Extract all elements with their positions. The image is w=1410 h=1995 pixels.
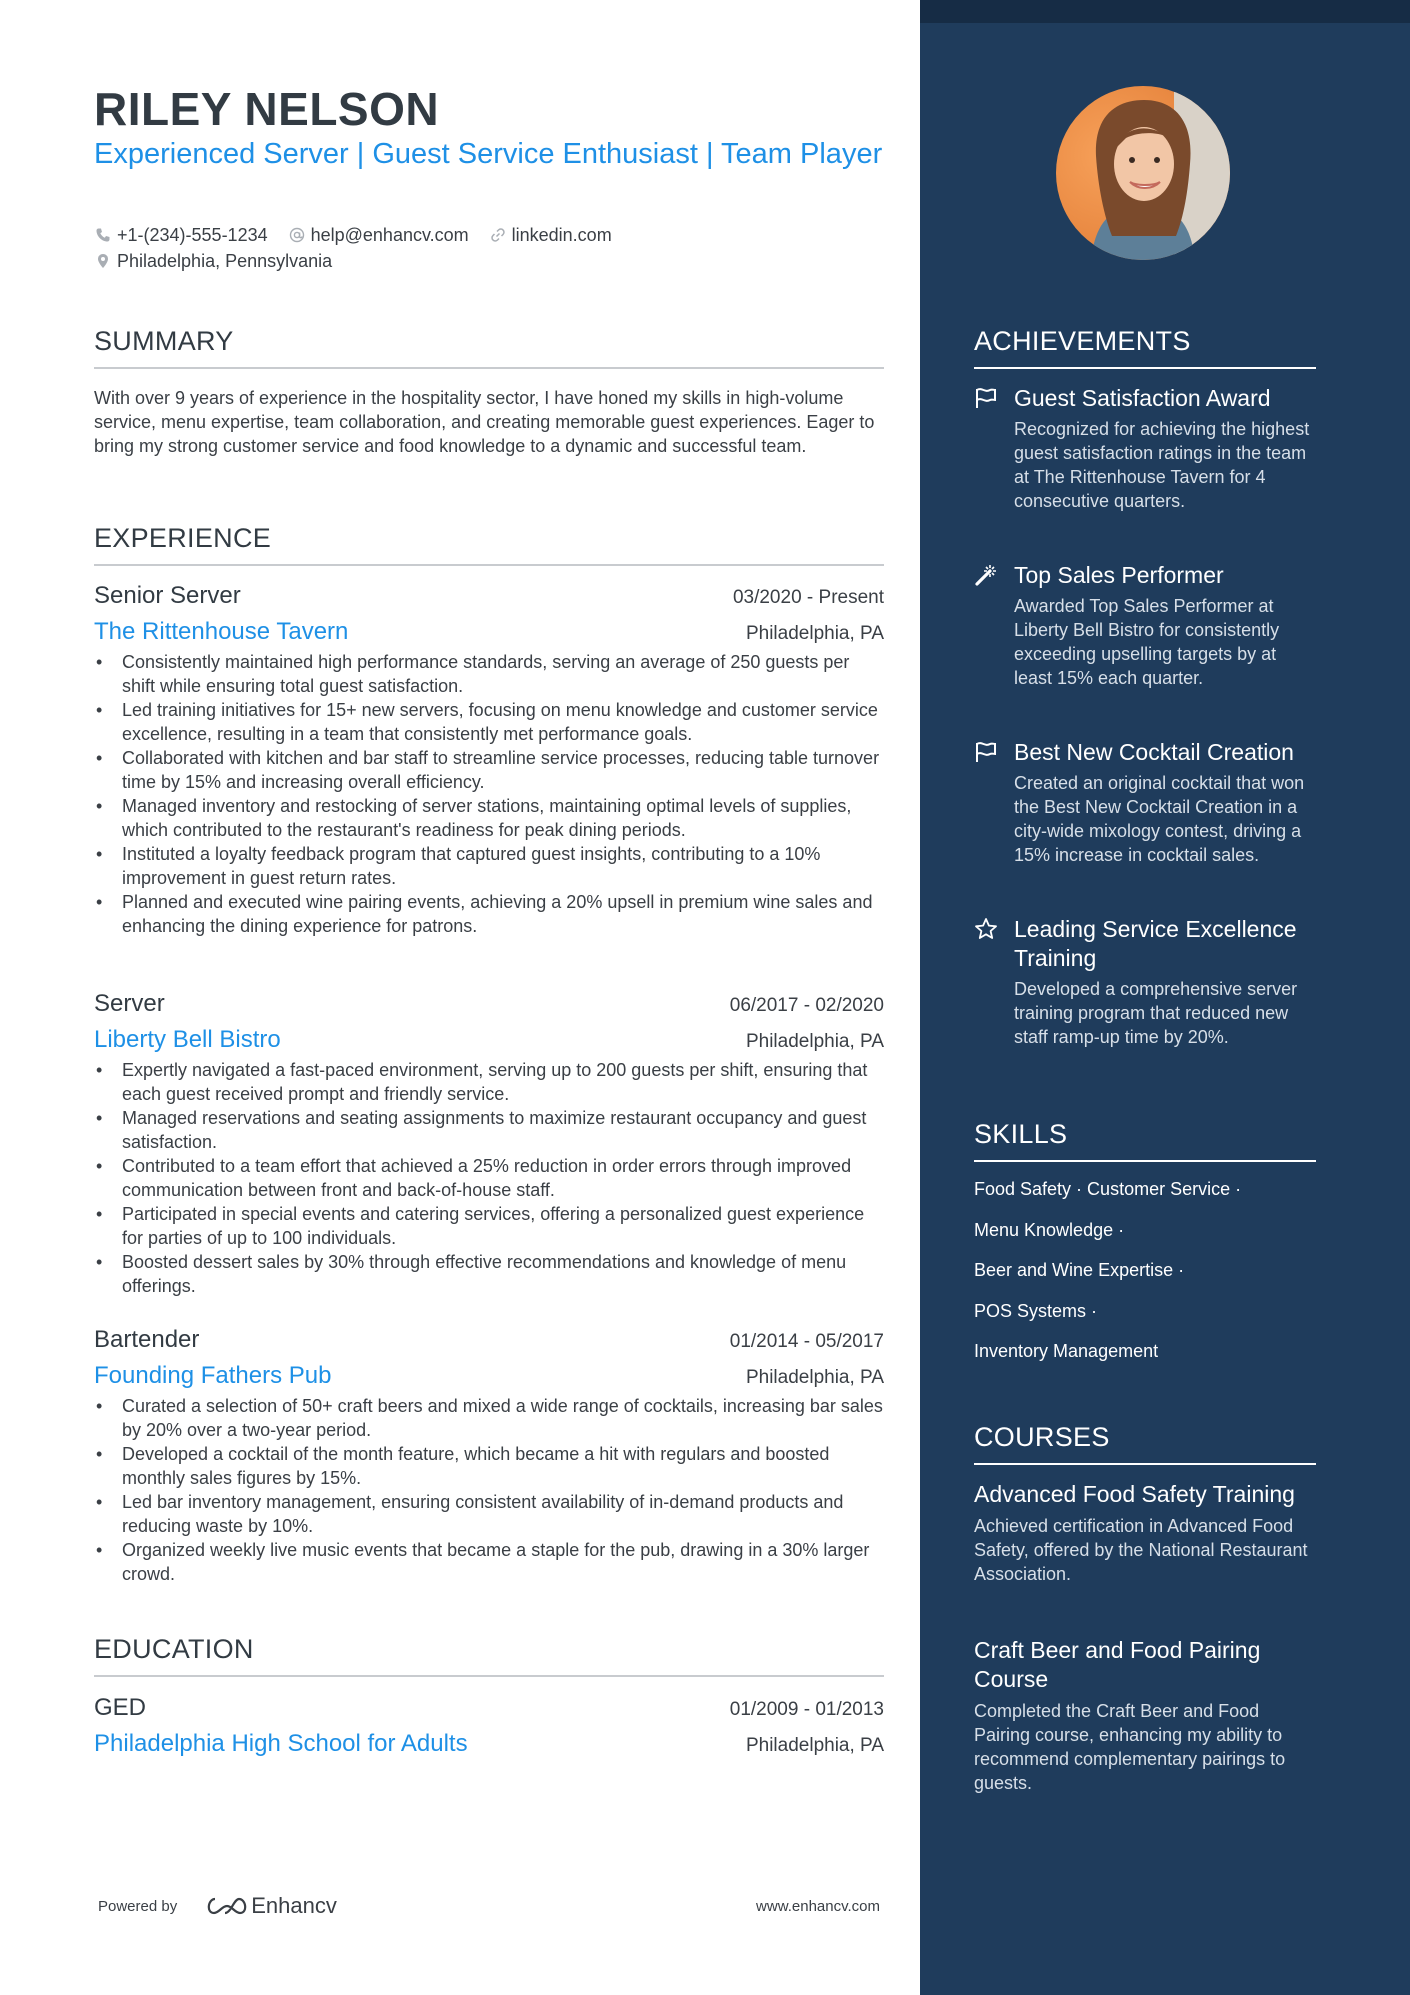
achievement-item <box>974 738 1316 867</box>
bullet-item: • Contributed to a team effort that achieved a 25% reduction in order errors through improved communication between front and back-of-house staff. <box>94 1154 884 1202</box>
job-entry <box>94 1326 884 1586</box>
bullet-item: • Consistently maintained high performance standards, serving an average of 250 guests per shift while ensuring total guest satisfaction. <box>94 650 884 698</box>
job-dates: 06/2017 - 02/2020 <box>729 995 884 1016</box>
linkedin-item[interactable] <box>489 225 612 246</box>
achievement-desc: Developed a comprehensive server training program that reduced new staff ramp-up time by 20%. <box>1014 979 1298 1047</box>
courses-heading: COURSES <box>974 1422 1316 1465</box>
education-entry <box>94 1694 884 1758</box>
bullet-item: • Collaborated with kitchen and bar staff to streamline service processes, reducing table turnover time by 15% and increasing overall efficiency. <box>94 746 884 794</box>
skill-line: Inventory Management <box>974 1341 1159 1361</box>
education-school: Philadelphia High School for Adults <box>94 1730 468 1757</box>
achievement-title: Top Sales Performer <box>1014 562 1224 588</box>
achievement-desc: Awarded Top Sales Performer at Liberty Bell Bistro for consistently exceeding upselling targets by at least 15% each quarter. <box>1014 596 1280 688</box>
enhancv-logo-icon <box>203 1894 251 1918</box>
job-location: Philadelphia, PA <box>745 623 884 644</box>
bullet-item: • Developed a cocktail of the month feature, which became a hit with regulars and boosted monthly sales figures by 15%. <box>94 1442 884 1490</box>
job-bullets <box>94 650 884 938</box>
achievement-title: Leading Service Excellence Training <box>1014 916 1297 971</box>
course-item <box>974 1636 1316 1795</box>
job-entry <box>94 582 884 938</box>
job-dates: 03/2020 - Present <box>732 587 884 608</box>
achievement-item <box>974 384 1316 513</box>
footer <box>98 1893 880 1919</box>
star-icon <box>974 917 1000 943</box>
bullet-item: • Planned and executed wine pairing events, achieving a 20% upsell in premium wine sales and enhancing the dining experience for patrons. <box>94 890 884 938</box>
job-role: Bartender <box>94 1326 200 1353</box>
job-role: Senior Server <box>94 582 241 609</box>
bullet-item: • Organized weekly live music events that became a staple for the pub, drawing in a 30% larger crowd. <box>94 1538 884 1586</box>
linkedin-text: linkedin.com <box>511 224 612 245</box>
candidate-name: RILEY NELSON <box>94 83 440 135</box>
contact-info <box>94 222 632 274</box>
job-company: Liberty Bell Bistro <box>94 1026 281 1053</box>
sidebar <box>920 0 1410 1995</box>
enhancv-logo[interactable] <box>203 1893 337 1919</box>
bullet-item: • Curated a selection of 50+ craft beers and mixed a wide range of cocktails, increasing bar sales by 20% over a two-year period. <box>94 1394 884 1442</box>
achievement-desc: Created an original cocktail that won the Best New Cocktail Creation in a city-wide mixology contest, driving a 15% increase in cocktail sales. <box>1014 773 1305 865</box>
email-item[interactable] <box>288 225 469 246</box>
skill-line: Menu Knowledge · <box>974 1220 1125 1240</box>
magic-wand-icon <box>974 563 1000 589</box>
summary-heading: SUMMARY <box>94 326 884 369</box>
course-item <box>974 1480 1316 1586</box>
enhancv-brand-text: Enhancv <box>251 1893 337 1918</box>
at-icon <box>288 226 306 244</box>
courses-section <box>974 1422 1316 1465</box>
bullet-item: • Expertly navigated a fast-paced environment, serving up to 200 guests per shift, ensuring that each guest received prompt and friendly service. <box>94 1058 884 1106</box>
job-company: Founding Fathers Pub <box>94 1362 332 1389</box>
skill-line: Beer and Wine Expertise · <box>974 1260 1185 1280</box>
phone-item[interactable] <box>94 225 268 246</box>
candidate-title: Experienced Server | Guest Service Enthusiast | Team Player <box>94 138 883 170</box>
job-location: Philadelphia, PA <box>745 1031 884 1052</box>
phone-text: +1-(234)-555-1234 <box>117 224 268 245</box>
achievements-heading: ACHIEVEMENTS <box>974 326 1316 369</box>
job-bullets <box>94 1394 884 1586</box>
flag-icon <box>974 386 1000 412</box>
location-item <box>94 251 332 272</box>
achievement-desc: Recognized for achieving the highest guest satisfaction ratings in the team at The Rittenhouse Tavern for 4 consecutive quarters. <box>1014 419 1310 511</box>
sidebar-top-band <box>920 0 1410 23</box>
job-entry <box>94 990 884 1298</box>
bullet-item: • Boosted dessert sales by 30% through effective recommendations and knowledge of menu offerings. <box>94 1250 884 1298</box>
skills-heading: SKILLS <box>974 1119 1316 1162</box>
bullet-item: • Led training initiatives for 15+ new servers, focusing on menu knowledge and customer service excellence, resulting in a team that consistently met performance goals. <box>94 698 884 746</box>
location-text: Philadelphia, Pennsylvania <box>117 250 333 271</box>
course-title: Craft Beer and Food Pairing Course <box>974 1637 1261 1692</box>
powered-by <box>98 1893 337 1919</box>
job-location: Philadelphia, PA <box>745 1367 884 1388</box>
skills-section <box>974 1119 1316 1162</box>
job-role: Server <box>94 990 165 1017</box>
education-dates: 01/2009 - 01/2013 <box>729 1699 884 1720</box>
link-icon <box>489 226 507 244</box>
achievement-title: Guest Satisfaction Award <box>1014 385 1271 411</box>
bullet-item: • Managed reservations and seating assignments to maximize restaurant occupancy and guest satisfaction. <box>94 1106 884 1154</box>
website-link[interactable]: www.enhancv.com <box>756 1897 880 1915</box>
profile-photo <box>1056 86 1230 260</box>
experience-heading: EXPERIENCE <box>94 523 884 566</box>
course-desc: Completed the Craft Beer and Food Pairing course, enhancing my ability to recommend complementary pairings to guests. <box>974 1701 1286 1793</box>
job-dates: 01/2014 - 05/2017 <box>729 1331 884 1352</box>
education-degree: GED <box>94 1694 147 1721</box>
job-company: The Rittenhouse Tavern <box>94 618 349 645</box>
achievement-item <box>974 915 1316 1049</box>
location-pin-icon <box>94 252 112 270</box>
powered-by-label: Powered by <box>98 1897 178 1915</box>
job-bullets <box>94 1058 884 1298</box>
email-text: help@enhancv.com <box>310 224 469 245</box>
education-location: Philadelphia, PA <box>745 1735 884 1756</box>
course-title: Advanced Food Safety Training <box>974 1481 1295 1507</box>
course-desc: Achieved certification in Advanced Food Safety, offered by the National Restaurant Association. <box>974 1516 1308 1584</box>
bullet-item: • Instituted a loyalty feedback program that captured guest insights, contributing to a 10% improvement in guest return rates. <box>94 842 884 890</box>
achievements-section <box>974 326 1316 369</box>
skill-line: Food Safety · Customer Service · <box>974 1179 1242 1199</box>
achievement-item <box>974 561 1316 690</box>
bullet-item: • Led bar inventory management, ensuring consistent availability of in-demand products and reducing waste by 10%. <box>94 1490 884 1538</box>
bullet-item: • Managed inventory and restocking of server stations, maintaining optimal levels of supplies, which contributed to the restaurant's readiness for peak dining periods. <box>94 794 884 842</box>
summary-text: With over 9 years of experience in the hospitality sector, I have honed my skills in high-volume service, menu expertise, team collaboration, and creating memorable guest experiences. Eager to bring my strong customer service and food knowledge to a dynamic and successful team. <box>94 388 875 456</box>
achievement-title: Best New Cocktail Creation <box>1014 739 1294 765</box>
bullet-item: • Participated in special events and catering services, offering a personalized guest experience for parties of up to 100 individuals. <box>94 1202 884 1250</box>
flag-icon <box>974 740 1000 766</box>
phone-icon <box>94 226 112 244</box>
education-heading: EDUCATION <box>94 1634 884 1677</box>
skill-line: POS Systems · <box>974 1301 1098 1321</box>
